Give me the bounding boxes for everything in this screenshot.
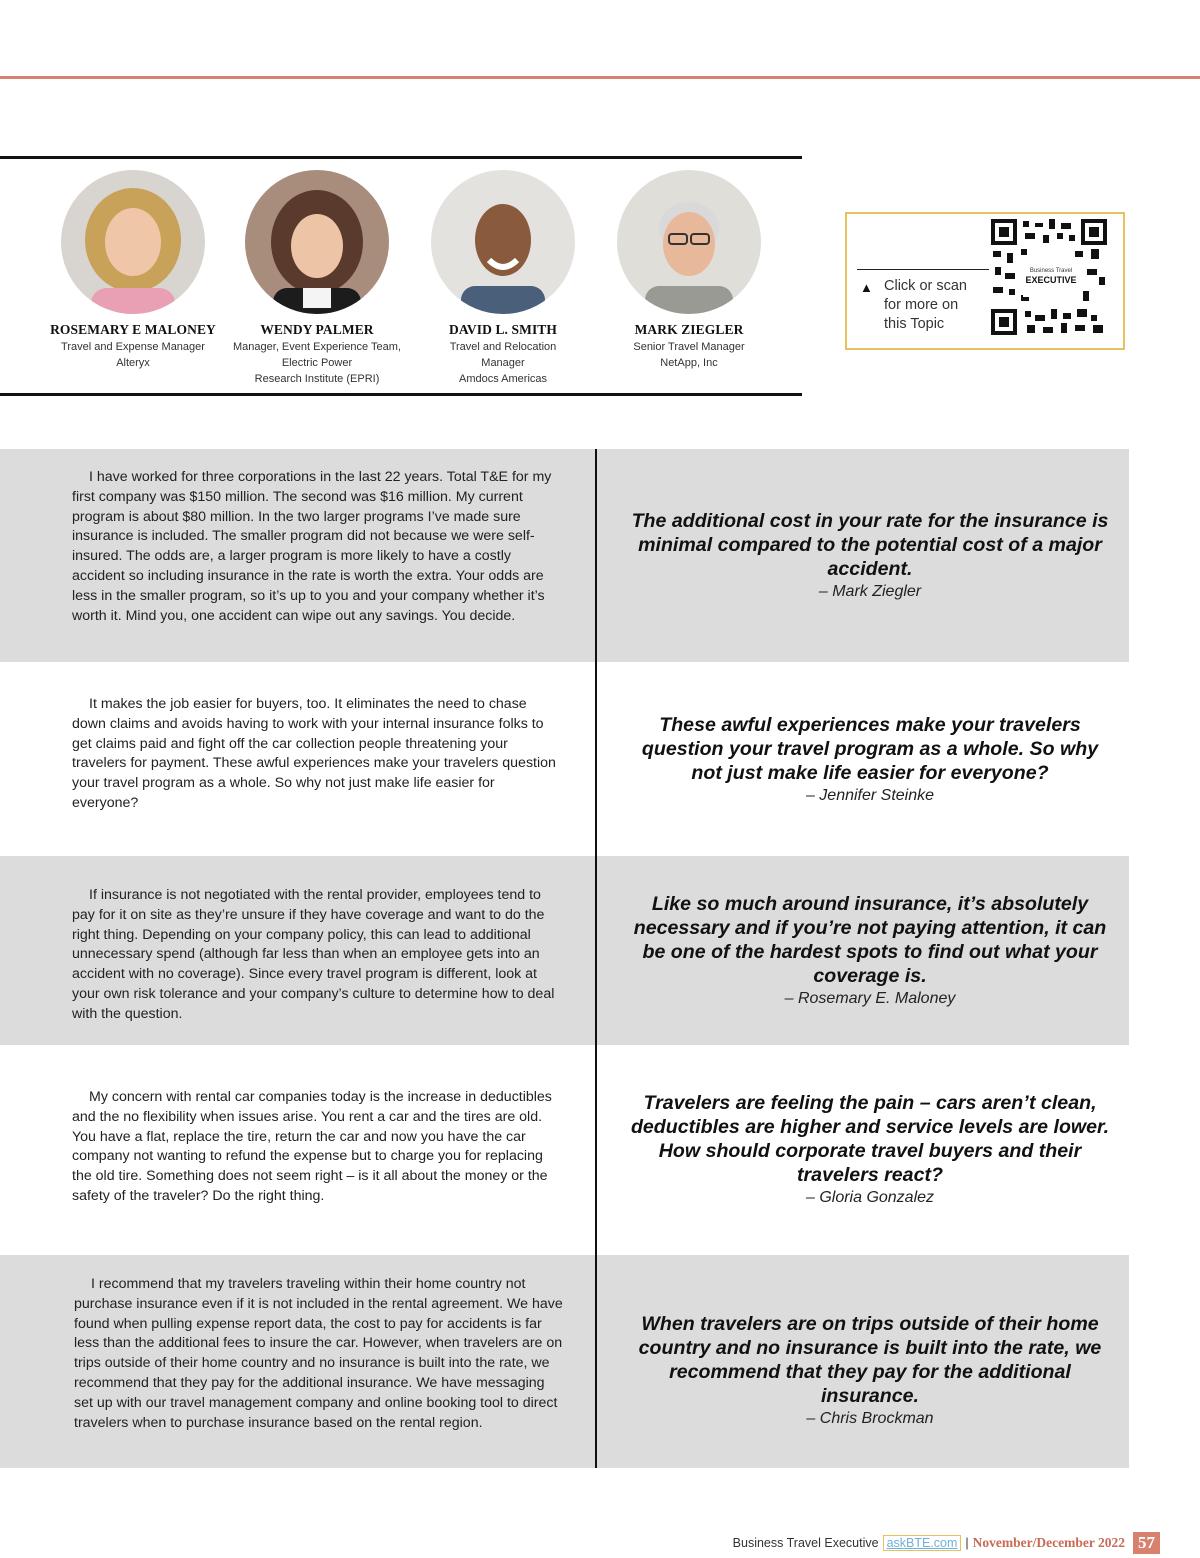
panelist-name: DAVID L. SMITH <box>448 322 558 337</box>
pull-quote-text: Travelers are feeling the pain – cars aren’t clean, deductibles are higher and service levels are lower. How should corporate travel buyers and their travelers react? <box>630 1092 1110 1186</box>
footer-separator: | <box>965 1536 969 1550</box>
panelist-role: Senior Travel Manager NetApp, Inc <box>633 341 745 369</box>
website-link[interactable]: askBTE.com <box>883 1535 962 1551</box>
arrow-up-icon: ▲ <box>860 280 873 295</box>
pull-quote <box>625 713 1115 805</box>
top-accent-rule <box>0 76 1200 79</box>
page-number: 57 <box>1133 1532 1160 1554</box>
pull-quote-author: – Gloria Gonzalez <box>805 1189 935 1206</box>
panelist-maloney <box>38 170 228 371</box>
qr-logo-big: EXECUTIVE <box>1025 275 1077 285</box>
qr-logo-small: Business Travel <box>1029 268 1073 274</box>
panelist-smith <box>408 170 598 387</box>
response-text: It makes the job easier for buyers, too. It eliminates the need to chase down claims and avoids having to work with your internal insurance folks to get claims paid and fight off the car collection people threatening your travelers for payment. These awful experiences make your travelers question your travel program as a whole. So why not just make life easier for everyone? <box>72 696 556 811</box>
pull-quote-author: – Rosemary E. Maloney <box>784 990 956 1007</box>
panelist-role: Travel and Relocation Manager Amdocs Americas <box>449 341 557 385</box>
pull-quote <box>625 1091 1115 1207</box>
pull-quote <box>625 509 1115 601</box>
publication-name: Business Travel Executive <box>732 1536 879 1550</box>
panelist-photo <box>431 170 575 314</box>
panelist-ziegler <box>594 170 784 371</box>
qr-callout[interactable] <box>845 212 1125 350</box>
panel-top-rule <box>0 156 802 159</box>
qr-code-icon[interactable] <box>991 219 1107 335</box>
pull-quote-text: The additional cost in your rate for the insurance is minimal compared to the potential cost of a major accident. <box>631 510 1109 580</box>
panelist-role: Manager, Event Experience Team, Electric Power Research Institute (EPRI) <box>233 341 401 385</box>
pull-quote <box>625 1312 1115 1428</box>
pull-quote-author: – Jennifer Steinke <box>805 787 935 804</box>
response-text: My concern with rental car companies today is the increase in deductibles and the no flexibility when issues arise. You rent a car and the tires are old. You have a flat, replace the tire, return the car and now you have the car company not wanting to refund the expense but to charge you for replacing the old tire. Something does not seem right – is it all about the money or the safety of the traveler? Do the right thing. <box>72 1089 552 1204</box>
pull-quote-text: Like so much around insurance, it’s absolutely necessary and if you’re not paying attention, it can be one of the hardest spots to find out what your coverage is. <box>633 893 1107 987</box>
response-text: I recommend that my travelers traveling within their home country not purchase insurance even if it is not included in the rental agreement. We have found when pulling expense report data, the cost to pay for accidents is far less than the additional fees to insure the car. However, when travelers are on trips outside of their home country and no insurance is built into the rate, we recommend that they pay for the additional insurance. We have messaging set up with our travel management company and online booking tool to direct travelers when to purchase insurance based on the rental region. <box>74 1276 563 1431</box>
qr-caption: Click or scan for more on this Topic <box>884 278 967 332</box>
response-text: If insurance is not negotiated with the rental provider, employees tend to pay for it on site as they’re unsure if they have coverage and want to do the right thing. Depending on your company policy, this can lead to additional unnecessary spend (although far less than when an employee gets into an accident with no coverage). Since every travel program is different, look at your own risk tolerance and your company’s culture to determine how to deal with the question. <box>72 887 555 1022</box>
panelist-name: WENDY PALMER <box>260 322 374 337</box>
panelist-role: Travel and Expense Manager Alteryx <box>61 341 205 369</box>
page-footer <box>733 1531 1160 1555</box>
pull-quote-author: – Chris Brockman <box>806 1410 934 1427</box>
panelist-photo <box>617 170 761 314</box>
panelist-name: MARK ZIEGLER <box>634 322 744 337</box>
panelist-name: ROSEMARY E MALONEY <box>50 322 216 337</box>
pull-quote-author: – Mark Ziegler <box>818 583 922 600</box>
panelist-palmer <box>222 170 412 387</box>
panelist-photo <box>61 170 205 314</box>
pull-quote-text: When travelers are on trips outside of their home country and no insurance is built into the rate, we recommend that they pay for the additional insurance. <box>638 1313 1102 1407</box>
panel-bottom-rule <box>0 393 802 396</box>
panelist-photo <box>245 170 389 314</box>
pull-quote <box>625 892 1115 1008</box>
response-text: I have worked for three corporations in the last 22 years. Total T&E for my first company was $150 million. The second was $16 million. My current program is about $80 million. In the two larger programs I’ve made sure insurance is included. The smaller program did not because we were self-insured. The odds are, a larger program is more likely to have a costly accident so including insurance in the rate is worth the extra. Your odds are less in the smaller program, so it’s up to you and your company whether it’s worth it. Mind you, one accident can wipe out any savings. You decide. <box>72 469 552 624</box>
issue-date: November/December 2022 <box>972 1535 1125 1550</box>
pull-quote-text: These awful experiences make your travelers question your travel program as a whole. So why not just make life easier for everyone? <box>641 714 1099 784</box>
column-divider <box>595 449 597 1468</box>
qr-divider <box>857 269 989 270</box>
